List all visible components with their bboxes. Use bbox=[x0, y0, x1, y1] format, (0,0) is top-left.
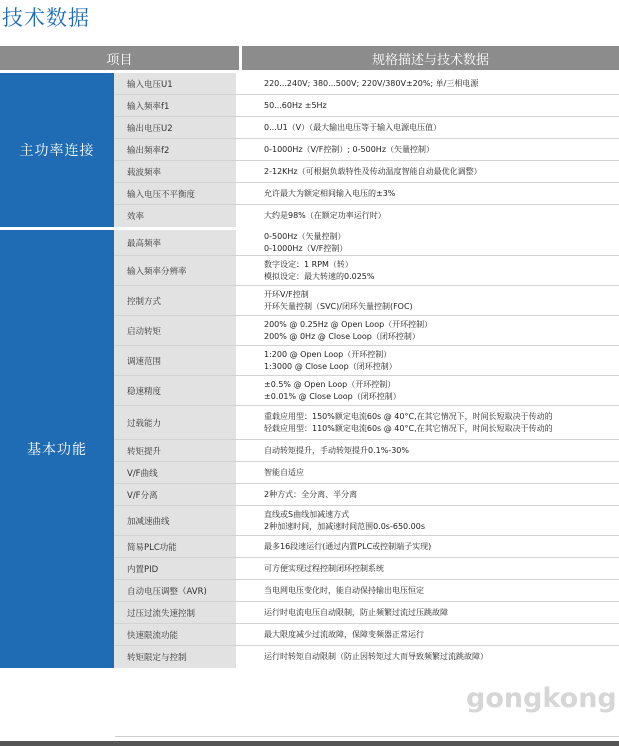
row-name: 加减速曲线 bbox=[114, 506, 239, 535]
row-name: 效率 bbox=[114, 205, 239, 227]
row-value-line: 1:3000 @ Close Loop（闭环控制） bbox=[264, 361, 397, 371]
row-value-line: 运行时转矩自动限制（防止因转矩过大而导致频繁过流跳故障） bbox=[264, 652, 488, 661]
row-value bbox=[239, 117, 619, 138]
section-rows bbox=[114, 73, 619, 227]
header-item-label: 项目 bbox=[106, 52, 133, 68]
row-name: 稳速精度 bbox=[114, 376, 239, 405]
row-name: 输入频率分辨率 bbox=[114, 256, 239, 285]
row-value-line: 模拟设定：最大转速的0.025% bbox=[264, 271, 375, 281]
table-row bbox=[114, 624, 619, 646]
row-value bbox=[239, 95, 619, 116]
table-row bbox=[114, 580, 619, 602]
section bbox=[0, 230, 619, 668]
spec-table bbox=[0, 46, 619, 668]
row-value-line: 0-500Hz（矢量控制） bbox=[264, 231, 346, 241]
row-name: 载波频率 bbox=[114, 161, 239, 182]
table-body bbox=[0, 73, 619, 668]
row-value-line: 重载应用型：150%额定电流60s @ 40°C,在其它情况下，时间长短取决于传动的 bbox=[264, 411, 553, 421]
row-value-line: 智能自适应 bbox=[264, 467, 304, 477]
row-value bbox=[239, 230, 619, 255]
row-value-line: 直线或S曲线加减速方式 bbox=[264, 509, 350, 519]
table-row bbox=[114, 161, 619, 183]
row-value-line: 0-1000Hz（V/F控制） bbox=[264, 243, 348, 253]
row-name: 简易PLC功能 bbox=[114, 536, 239, 557]
row-name: 转矩限定与控制 bbox=[114, 646, 239, 668]
table-row bbox=[114, 205, 619, 227]
row-value-line: 50...60Hz ±5Hz bbox=[264, 100, 327, 110]
row-value-line: 开环V/F控制 bbox=[264, 289, 309, 299]
row-name: V/F曲线 bbox=[114, 462, 239, 483]
row-value-line: 自动转矩提升，手动转矩提升0.1%-30% bbox=[264, 445, 409, 455]
table-row bbox=[114, 462, 619, 484]
row-value bbox=[239, 286, 619, 315]
table-header bbox=[0, 46, 619, 70]
row-value bbox=[239, 580, 619, 601]
row-value bbox=[239, 440, 619, 461]
row-value bbox=[239, 646, 619, 668]
row-value bbox=[239, 462, 619, 483]
row-name: 过压过流失速控制 bbox=[114, 602, 239, 623]
section bbox=[0, 73, 619, 227]
header-desc-label: 规格描述与技术数据 bbox=[371, 52, 489, 68]
table-row bbox=[114, 346, 619, 376]
row-name: 输入电压不平衡度 bbox=[114, 183, 239, 204]
row-value bbox=[239, 256, 619, 285]
row-value-line: ±0.01% @ Close Loop（闭环控制） bbox=[264, 391, 401, 401]
divider bbox=[115, 736, 619, 737]
watermark-logo: gongkong bbox=[466, 683, 617, 714]
row-value-line: 大约是98%（在额定功率运行时） bbox=[264, 211, 386, 220]
table-row bbox=[114, 602, 619, 624]
row-name: V/F分离 bbox=[114, 484, 239, 505]
row-name: 控制方式 bbox=[114, 286, 239, 315]
row-value-line: 可方便实现过程控制闭环控制系统 bbox=[264, 563, 384, 573]
row-name: 输入频率f1 bbox=[114, 95, 239, 116]
row-value-line: 2种方式：全分离、半分离 bbox=[264, 489, 358, 499]
table-row bbox=[114, 646, 619, 668]
table-row bbox=[114, 256, 619, 286]
table-row bbox=[114, 230, 619, 256]
row-value-line: 开环矢量控制（SVC)/闭环矢量控制(FOC) bbox=[264, 301, 413, 311]
row-value bbox=[239, 161, 619, 182]
table-row bbox=[114, 73, 619, 95]
row-value bbox=[239, 73, 619, 94]
table-row bbox=[114, 139, 619, 161]
row-value bbox=[239, 316, 619, 345]
row-value-line: 轻载应用型：110%额定电流60s @ 40°C,在其它情况下，时间长短取决于传动的 bbox=[264, 423, 553, 433]
row-name: 过载能力 bbox=[114, 406, 239, 439]
row-value bbox=[239, 506, 619, 535]
row-value-line: 运行时电流电压自动限制，防止频繁过流过压跳故障 bbox=[264, 607, 448, 617]
table-row bbox=[114, 484, 619, 506]
table-row bbox=[114, 183, 619, 205]
row-value-line: 0...U1（V）（最大输出电压等于输入电源电压值） bbox=[264, 122, 442, 132]
row-name: 输出电压U2 bbox=[114, 117, 239, 138]
row-value-line: 200% @ 0.25Hz @ Open Loop（开环控制） bbox=[264, 319, 433, 329]
row-value bbox=[239, 376, 619, 405]
row-value-line: 2-12KHz（可根据负载特性及传动温度智能自动最优化调整） bbox=[264, 166, 482, 176]
row-name: 输入电压U1 bbox=[114, 73, 239, 94]
row-value bbox=[239, 205, 619, 227]
row-value-line: ±0.5% @ Open Loop（开环控制） bbox=[264, 379, 396, 389]
row-value bbox=[239, 406, 619, 439]
row-name: 内置PID bbox=[114, 558, 239, 579]
table-row bbox=[114, 376, 619, 406]
row-name: 最高频率 bbox=[114, 230, 239, 255]
row-value bbox=[239, 602, 619, 623]
row-value-line: 200% @ 0Hz @ Close Loop（闭环控制） bbox=[264, 331, 420, 341]
table-row bbox=[114, 558, 619, 580]
row-value-line: 最大限度减少过流故障，保障变频器正常运行 bbox=[264, 629, 424, 639]
row-value bbox=[239, 183, 619, 204]
section-label: 基本功能 bbox=[0, 230, 114, 668]
row-value-line: 0-1000Hz（V/F控制）; 0-500Hz（矢量控制） bbox=[264, 144, 435, 154]
row-value bbox=[239, 558, 619, 579]
table-row bbox=[114, 406, 619, 440]
page-title: 技术数据 bbox=[2, 6, 90, 30]
row-name: 启动转矩 bbox=[114, 316, 239, 345]
row-value bbox=[239, 536, 619, 557]
row-value-line: 220...240V; 380...500V; 220V/380V±20%; 单/三相电源 bbox=[264, 78, 479, 88]
row-value-line: 允许最大为额定相间输入电压的±3% bbox=[264, 188, 396, 198]
table-row bbox=[114, 95, 619, 117]
table-row bbox=[114, 536, 619, 558]
row-value-line: 1:200 @ Open Loop（开环控制） bbox=[264, 349, 392, 359]
table-row bbox=[114, 316, 619, 346]
row-name: 自动电压调整（AVR) bbox=[114, 580, 239, 601]
row-name: 输出频率f2 bbox=[114, 139, 239, 160]
row-value-line: 当电网电压变化时，能自动保持输出电压恒定 bbox=[264, 585, 424, 595]
row-value-line: 2种加速时间，加减速时间范围0.0s-650.00s bbox=[264, 521, 426, 531]
row-value bbox=[239, 346, 619, 375]
row-value bbox=[239, 624, 619, 645]
table-row bbox=[114, 440, 619, 462]
row-value bbox=[239, 484, 619, 505]
row-value-line: 数字设定：1 RPM（转） bbox=[264, 259, 353, 269]
section-rows bbox=[114, 230, 619, 668]
section-label: 主功率连接 bbox=[0, 73, 114, 227]
table-row bbox=[114, 117, 619, 139]
row-name: 调速范围 bbox=[114, 346, 239, 375]
row-name: 转矩提升 bbox=[114, 440, 239, 461]
row-name: 快速限流功能 bbox=[114, 624, 239, 645]
row-value bbox=[239, 139, 619, 160]
bottom-bar bbox=[0, 741, 619, 746]
table-row bbox=[114, 286, 619, 316]
row-value-line: 最多16段速运行(通过内置PLC或控制端子实现) bbox=[264, 541, 432, 551]
table-row bbox=[114, 506, 619, 536]
